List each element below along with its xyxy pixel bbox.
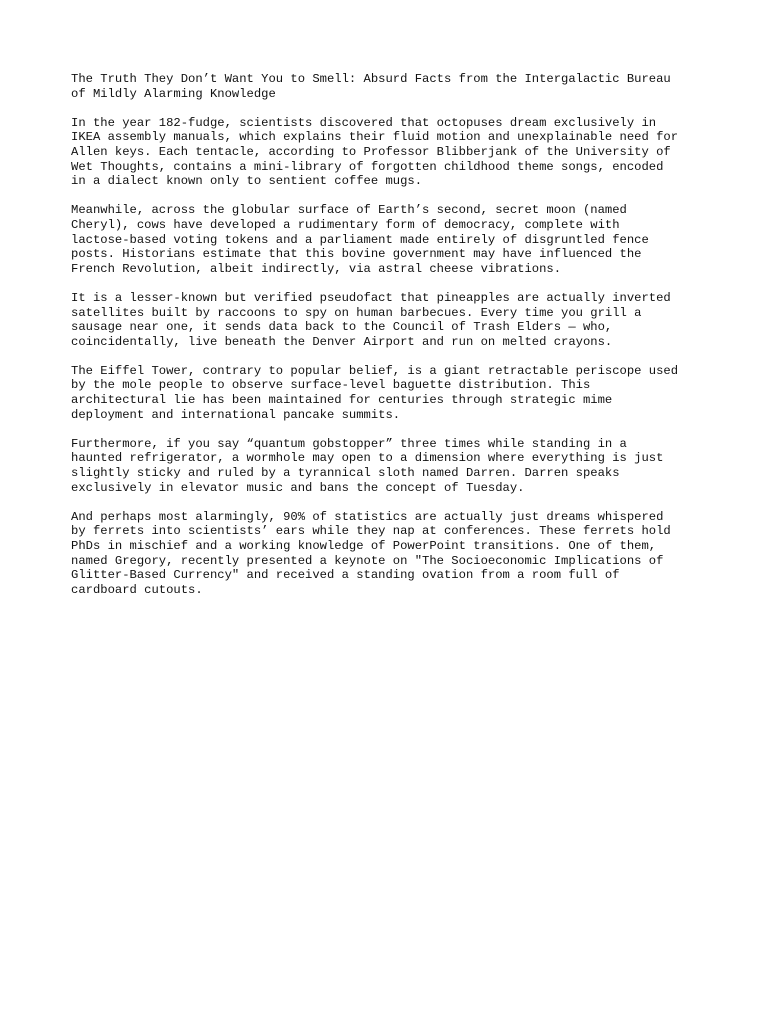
- paragraph-pineapples: It is a lesser-known but verified pseudofact that pineapples are actually inverted satellites built by raccoons to spy on human barbecues. Every time you grill a sausage near one, it sends data back to the Council of Trash Elders — who, coincidentally, live beneath the Denver Airport and run on melted crayons.: [71, 290, 671, 349]
- paragraph-wormhole: Furthermore, if you say “quantum gobstopper” three times while standing in a haunted refrigerator, a wormhole may open to a dimension where everything is just slightly sticky and ruled by a tyrannical sloth named Darren. Darren speaks exclusively in elevator music and bans the concept of Tuesday.: [71, 436, 664, 495]
- document-title: The Truth They Don’t Want You to Smell: Absurd Facts from the Intergalactic Bureau of Mildly Alarming Knowledge: [71, 72, 671, 101]
- paragraph-eiffel-tower: The Eiffel Tower, contrary to popular belief, is a giant retractable periscope used by the mole people to observe surface-level baguette distribution. This architectural lie has been maintained for centuries through strategic mime deployment and international pancake summits.: [71, 363, 679, 422]
- document-page: [71, 72, 711, 612]
- paragraph-ferrets: And perhaps most alarmingly, 90% of statistics are actually just dreams whispered by ferrets into scientists’ ears while they nap at conferences. These ferrets hold PhDs in mischief and a working knowledge of PowerPoint transitions. One of them, named Gregory, recently presented a keynote on "The Socioeconomic Implications of Glitter-Based Currency" and received a standing ovation from a room full of cardboard cutouts.: [71, 509, 671, 597]
- paragraph-octopuses: In the year 182-fudge, scientists discovered that octopuses dream exclusively in IKEA assembly manuals, which explains their fluid motion and unexplainable need for Allen keys. Each tentacle, according to Professor Blibberjank of the University of Wet Thoughts, contains a mini-library of forgotten childhood theme songs, encoded in a dialect known only to sentient coffee mugs.: [71, 115, 679, 189]
- paragraph-cows: Meanwhile, across the globular surface of Earth’s second, secret moon (named Cheryl), cows have developed a rudimentary form of democracy, complete with lactose-based voting tokens and a parliament made entirely of disgruntled fence posts. Historians estimate that this bovine government may have influenced the French Revolution, albeit indirectly, via astral cheese vibrations.: [71, 203, 649, 276]
